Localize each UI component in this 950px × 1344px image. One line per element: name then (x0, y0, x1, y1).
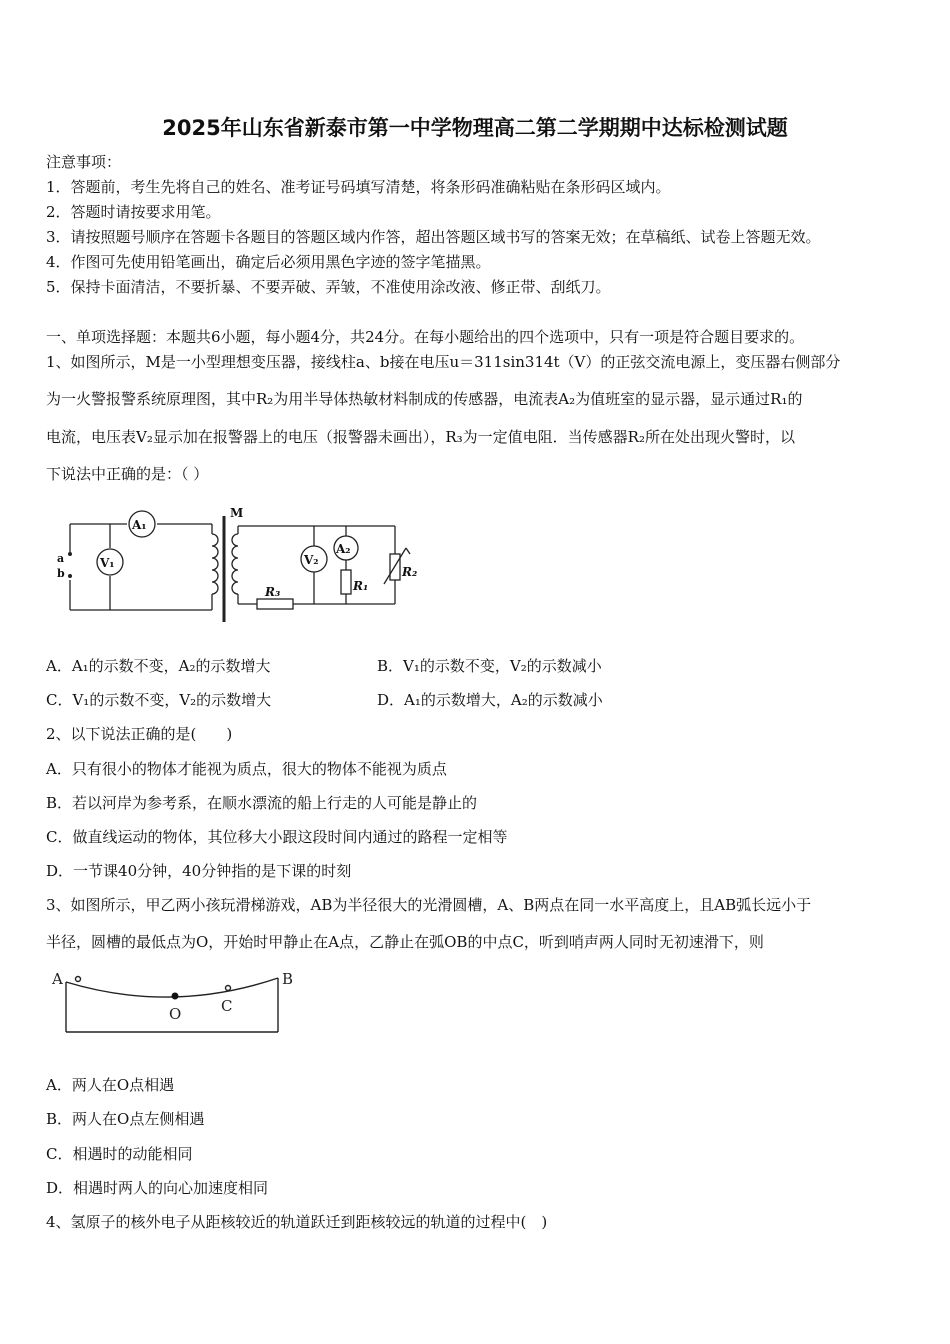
page-title: 2025年山东省新泰市第一中学物理高二第二学期期中达标检测试题 (162, 116, 788, 140)
notice-item: 3．请按照题号顺序在答题卡各题目的答题区域内作答，超出答题区域书写的答案无效；在草稿纸、试卷上答题无效。 (46, 228, 821, 246)
q3-option-d: D．相遇时两人的向心加速度相同 (46, 1179, 269, 1197)
q3-option-b: B．两人在O点左侧相遇 (46, 1110, 205, 1128)
section-heading: 一、单项选择题：本题共6小题，每小题4分，共24分。在每小题给出的四个选项中，只有一项是符合题目要求的。 (46, 328, 805, 346)
q1-stem-line: 下说法中正确的是：（ ） (46, 465, 209, 483)
label-a: a (57, 552, 65, 565)
q3-stem-line: 3、如图所示，甲乙两小孩玩滑梯游戏，AB为半径很大的光滑圆槽，A、B两点在同一水平高度上，且AB弧长远小于 (46, 896, 812, 914)
label-b: b (57, 567, 65, 580)
q3-stem-line: 半径，圆槽的最低点为O，开始时甲静止在A点，乙静止在弧OB的中点C，听到哨声两人同时无初速滑下，则 (46, 933, 764, 951)
label-C: C (221, 997, 233, 1015)
q1-stem-line: 1、如图所示，M是一小型理想变压器，接线柱a、b接在电压u＝311sin314t（V）的正弦交流电源上，变压器右侧部分 (46, 353, 841, 371)
label-R2: R₂ (402, 565, 418, 579)
label-V1: V₁ (100, 556, 115, 570)
q1-circuit-figure (52, 504, 432, 624)
label-O: O (169, 1005, 182, 1023)
q1-stem-line: 电流，电压表V₂显示加在报警器上的电压（报警器未画出），R₃为一定值电阻．当传感器R₂所在处出现火警时，以 (46, 428, 795, 446)
label-A: A (52, 970, 63, 988)
q3-option-a: A．两人在O点相遇 (46, 1076, 175, 1094)
q2-stem: 2、以下说法正确的是( ) (46, 725, 233, 743)
label-M: M (230, 506, 244, 520)
label-B: B (282, 970, 294, 988)
label-A1: A₁ (132, 518, 147, 532)
q1-option-d: D．A₁的示数增大，A₂的示数减小 (377, 691, 603, 709)
q1-stem-line: 为一火警报警系统原理图，其中R₂为用半导体热敏材料制成的传感器，电流表A₂为值班室的显示器，显示通过R₁的 (46, 390, 803, 408)
label-V2: V₂ (304, 553, 319, 567)
label-A2: A₂ (336, 542, 351, 556)
q4-stem: 4、氢原子的核外电子从距核较近的轨道跃迁到距核较远的轨道的过程中( ) (46, 1213, 548, 1231)
label-R1: R₁ (353, 579, 369, 593)
label-R3: R₃ (265, 585, 281, 599)
notice-heading: 注意事项： (46, 153, 122, 171)
q1-option-c: C．V₁的示数不变，V₂的示数增大 (46, 691, 272, 709)
q3-option-c: C．相遇时的动能相同 (46, 1145, 193, 1163)
notice-item: 2．答题时请按要求用笔。 (46, 203, 221, 221)
notice-item: 1．答题前，考生先将自己的姓名、准考证号码填写清楚，将条形码准确粘贴在条形码区域内。 (46, 178, 671, 196)
notice-item: 4．作图可先使用铅笔画出，确定后必须用黑色字迹的签字笔描黑。 (46, 253, 491, 271)
q2-option-c: C．做直线运动的物体，其位移大小跟这段时间内通过的路程一定相等 (46, 828, 508, 846)
q2-option-b: B．若以河岸为参考系，在顺水漂流的船上行走的人可能是静止的 (46, 794, 478, 812)
q1-option-a: A．A₁的示数不变，A₂的示数增大 (46, 657, 271, 675)
q3-groove-figure (48, 966, 298, 1040)
notice-item: 5．保持卡面清洁，不要折暴、不要弄破、弄皱，不准使用涂改液、修正带、刮纸刀。 (46, 278, 611, 296)
q1-option-b: B．V₁的示数不变，V₂的示数减小 (377, 657, 602, 675)
q2-option-a: A．只有很小的物体才能视为质点，很大的物体不能视为质点 (46, 760, 447, 778)
q2-option-d: D．一节课40分钟，40分钟指的是下课的时刻 (46, 862, 352, 880)
